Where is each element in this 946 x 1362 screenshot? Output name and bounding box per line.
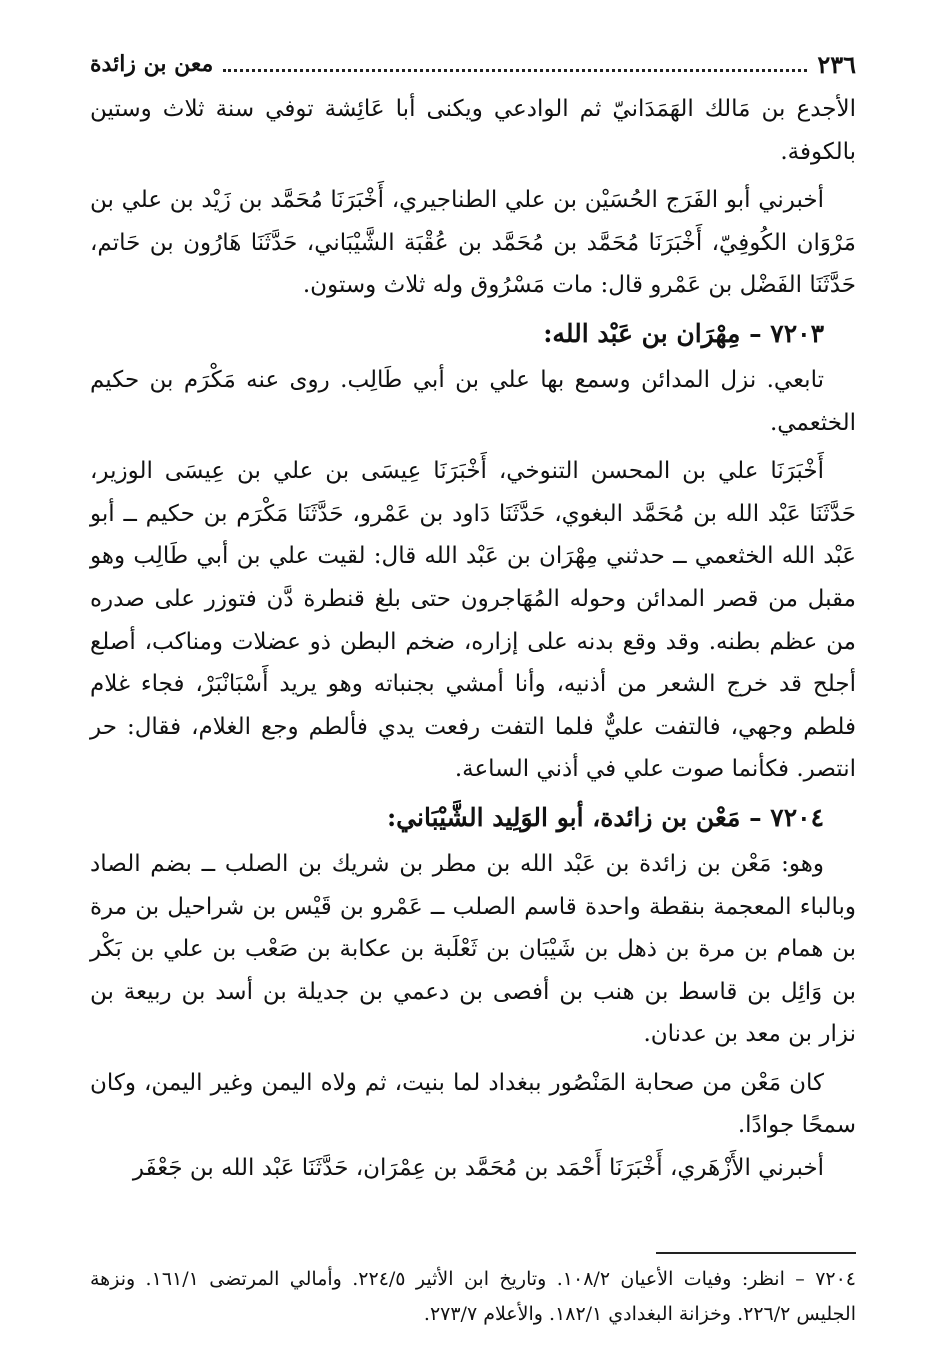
paragraph-entry-7204-lineage: وهو: مَعْن بن زائدة بن عَبْد الله بن مطر بن شريك بن الصلب ــ بضم الصاد وبالباء المعجمة بنقطة واحدة قاسم الصلب ــ عَمْرو بن قَيْس بن شراحيل بن مرة بن همام بن مرة بن ذهل بن شَيْبَان بن ثَعْلَبة بن عكابة بن صَعْب بن علي بن بَكْر بن وَائِل بن قاسط بن هنب بن أفصى بن دعمي بن جديلة بن أسد بن ربيعة بن نزار بن معد بن عدنان. — [90, 850, 857, 1048]
running-header — [90, 44, 856, 84]
running-title: معن بن زائدة — [90, 51, 214, 77]
entry-heading-7204: ٧٢٠٤ – مَعْن بن زائدة، أبو الوَلِيد الشَّيْبَاني: — [386, 802, 824, 832]
footnote-divider — [656, 1252, 856, 1254]
paragraph-entry-7204-bio: كان مَعْن من صحابة المَنْصُور ببغداد لما بنيت، ثم ولاه اليمن وغير اليمن، وكان سمحًا جوادًا. — [90, 1069, 856, 1139]
paragraph-entry-7204-isnad: أخبرني الأَزْهَري، أَخْبَرَنَا أَحْمَد بن مُحَمَّد بن عِمْرَان، حَدَّثَنَا عَبْد الله بن جَعْفَر — [132, 1155, 824, 1182]
leader-dots — [223, 69, 807, 72]
main-text — [90, 88, 856, 1190]
footnote-text: ٧٢٠٤ – انظر: وفيات الأعيان ١٠٨/٢. وتاريخ ابن الأثير ٢٢٤/٥. وأمالي المرتضى ١٦١/١. ونزهة الجليس ٢٢٦/٢. وخزانة البغدادي ١٨٢/١. والأعلام ٢٧٣/٧. — [90, 1268, 857, 1325]
footnote — [90, 1262, 856, 1332]
paragraph-continuation: الأجدع بن مَالك الهَمَدَانيّ ثم الوادعي ويكنى أبا عَائِشة توفي سنة ثلاث وستين بالكوفة. — [90, 96, 856, 165]
page-number: ٢٣٦ — [817, 49, 856, 79]
paragraph-entry-7203-intro: تابعي. نزل المدائن وسمع بها علي بن أبي طَالِب. روى عنه مَكْرَم بن حكيم الخثعمي. — [90, 366, 856, 436]
paragraph-entry-7203-report: أَخْبَرَنَا علي بن المحسن التنوخي، أَخْبَرَنَا عِيسَى بن علي بن عِيسَى الوزير، حَدَّثَنَا عَبْد الله بن مُحَمَّد البغوي، حَدَّثَنَا دَاود بن عَمْرو، حَدَّثَنَا مَكْرَم بن حكيم ــ أبو عَبْد الله الخثعمي ــ حدثني مِهْرَان بن عَبْد الله قال: لقيت علي بن أبي طَالِب وهو مقبل من قصر المدائن وحوله المُهَاجرون حتى بلغ قنطرة دَّن فتوزر على صدره من عظم بطنه. وقد وقع بدنه على إزاره، ضخم البطن ذو عضلات ومناكب، أصلع أجلح قد خرج الشعر من أذنيه، وأنا أمشي بجنباته وهو يريد أَسْبَانْبَرْ، فجاء غلام فلطم وجهي، فالتفت عليٌّ فلما التفت رفعت يدي فألطم وجع الغلام، فقال: حر انتصر. فكأنما صوت علي في أذني الساعة. — [90, 458, 856, 783]
entry-heading-7203: ٧٢٠٣ – مِهْرَان بن عَبْد الله: — [543, 318, 824, 348]
paragraph-isnad-1: أخبرني أبو الفَرَج الحُسَيْن بن علي الطناجيري، أَخْبَرَنَا مُحَمَّد بن زَيْد بن علي بن مَرْوَان الكُوفِيّ، أَخْبَرَنَا مُحَمَّد بن مُحَمَّد بن عُقْبَة الشَّيْبَاني، حَدَّثَنَا هَارُون بن حَاتم، حَدَّثَنَا الفَضْل بن عَمْرو قال: مات مَسْرُوق وله ثلاث وستون. — [90, 187, 856, 299]
